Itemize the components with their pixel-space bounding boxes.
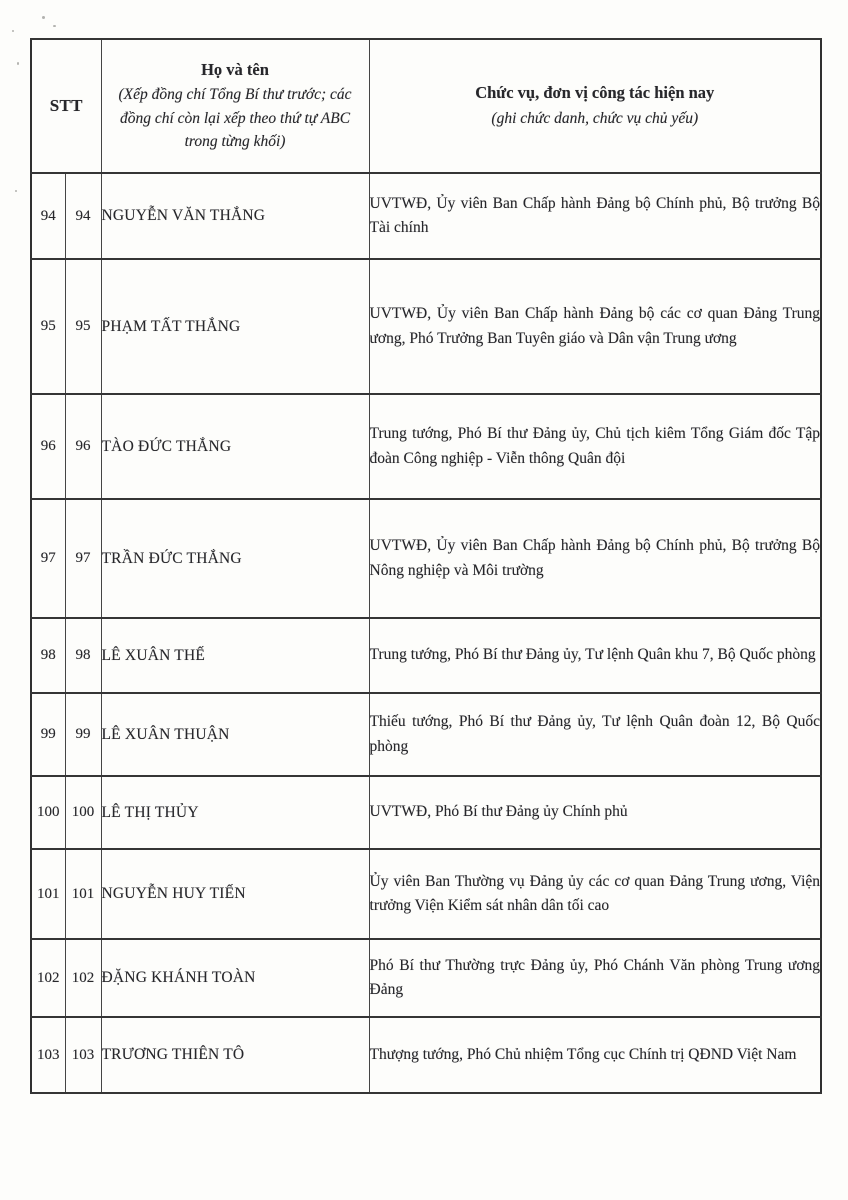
name-cell: PHẠM TẤT THẮNG <box>101 259 369 394</box>
table-row <box>31 259 821 394</box>
name-cell: LÊ XUÂN THUẬN <box>101 693 369 776</box>
header-row <box>31 39 821 173</box>
name-cell: NGUYỄN HUY TIẾN <box>101 849 369 939</box>
scan-speck <box>17 62 19 65</box>
name-cell: TRƯƠNG THIÊN TÔ <box>101 1017 369 1093</box>
header-position-cell <box>369 39 821 173</box>
position-cell: Thiếu tướng, Phó Bí thư Đảng ủy, Tư lệnh Quân đoàn 12, Bộ Quốc phòng <box>369 693 821 776</box>
row-number-secondary: 94 <box>65 173 101 259</box>
row-number-secondary: 99 <box>65 693 101 776</box>
row-number-secondary: 96 <box>65 394 101 499</box>
table-row <box>31 499 821 618</box>
position-cell: UVTWĐ, Phó Bí thư Đảng ủy Chính phủ <box>369 776 821 849</box>
header-name-cell <box>101 39 369 173</box>
scan-speck <box>53 25 56 27</box>
row-number-secondary: 102 <box>65 939 101 1017</box>
name-cell: ĐẶNG KHÁNH TOÀN <box>101 939 369 1017</box>
row-number-secondary: 95 <box>65 259 101 394</box>
row-number-secondary: 103 <box>65 1017 101 1093</box>
table-header <box>31 39 821 173</box>
row-number-primary: 95 <box>31 259 65 394</box>
position-cell: Trung tướng, Phó Bí thư Đảng ủy, Tư lệnh Quân khu 7, Bộ Quốc phòng <box>369 618 821 693</box>
table-row <box>31 849 821 939</box>
table-row <box>31 939 821 1017</box>
header-position-subtitle: (ghi chức danh, chức vụ chủ yếu) <box>491 109 699 127</box>
row-number-secondary: 101 <box>65 849 101 939</box>
row-number-primary: 99 <box>31 693 65 776</box>
name-cell: NGUYỄN VĂN THẮNG <box>101 173 369 259</box>
position-cell: Trung tướng, Phó Bí thư Đảng ủy, Chủ tịch kiêm Tổng Giám đốc Tập đoàn Công nghiệp - Viễn thông Quân đội <box>369 394 821 499</box>
row-number-primary: 101 <box>31 849 65 939</box>
header-position-title: Chức vụ, đơn vị công tác hiện nay <box>475 83 715 103</box>
header-name-title: Họ và tên <box>201 59 269 79</box>
name-cell: TRẦN ĐỨC THẮNG <box>101 499 369 618</box>
row-number-secondary: 100 <box>65 776 101 849</box>
row-number-primary: 96 <box>31 394 65 499</box>
position-cell: Phó Bí thư Thường trực Đảng ủy, Phó Chánh Văn phòng Trung ương Đảng <box>369 939 821 1017</box>
row-number-secondary: 98 <box>65 618 101 693</box>
table-row <box>31 693 821 776</box>
scan-speck <box>42 16 45 19</box>
position-cell: UVTWĐ, Ủy viên Ban Chấp hành Đảng bộ Chính phủ, Bộ trưởng Bộ Nông nghiệp và Môi trường <box>369 499 821 618</box>
officials-table <box>30 38 822 1094</box>
row-number-primary: 102 <box>31 939 65 1017</box>
header-stt: STT <box>31 39 101 173</box>
table-row <box>31 173 821 259</box>
name-cell: LÊ XUÂN THẾ <box>101 618 369 693</box>
position-cell: UVTWĐ, Ủy viên Ban Chấp hành Đảng bộ Chính phủ, Bộ trưởng Bộ Tài chính <box>369 173 821 259</box>
scan-speck <box>12 30 14 32</box>
officials-table-body <box>31 173 821 1093</box>
row-number-primary: 98 <box>31 618 65 693</box>
name-cell: TÀO ĐỨC THẮNG <box>101 394 369 499</box>
scan-speck <box>15 190 17 192</box>
row-number-primary: 100 <box>31 776 65 849</box>
row-number-secondary: 97 <box>65 499 101 618</box>
position-cell: Ủy viên Ban Thường vụ Đảng ủy các cơ quan Đảng Trung ương, Viện trưởng Viện Kiểm sát nhân dân tối cao <box>369 849 821 939</box>
table-row <box>31 776 821 849</box>
row-number-primary: 103 <box>31 1017 65 1093</box>
position-cell: Thượng tướng, Phó Chủ nhiệm Tổng cục Chính trị QĐND Việt Nam <box>369 1017 821 1093</box>
table-row <box>31 1017 821 1093</box>
table-row <box>31 618 821 693</box>
row-number-primary: 97 <box>31 499 65 618</box>
position-cell: UVTWĐ, Ủy viên Ban Chấp hành Đảng bộ các cơ quan Đảng Trung ương, Phó Trưởng Ban Tuyên giáo và Dân vận Trung ương <box>369 259 821 394</box>
row-number-primary: 94 <box>31 173 65 259</box>
name-cell: LÊ THỊ THỦY <box>101 776 369 849</box>
table-row <box>31 394 821 499</box>
header-name-subtitle: (Xếp đồng chí Tổng Bí thư trước; các đồng chí còn lại xếp theo thứ tự ABC trong từng khối) <box>118 86 352 150</box>
